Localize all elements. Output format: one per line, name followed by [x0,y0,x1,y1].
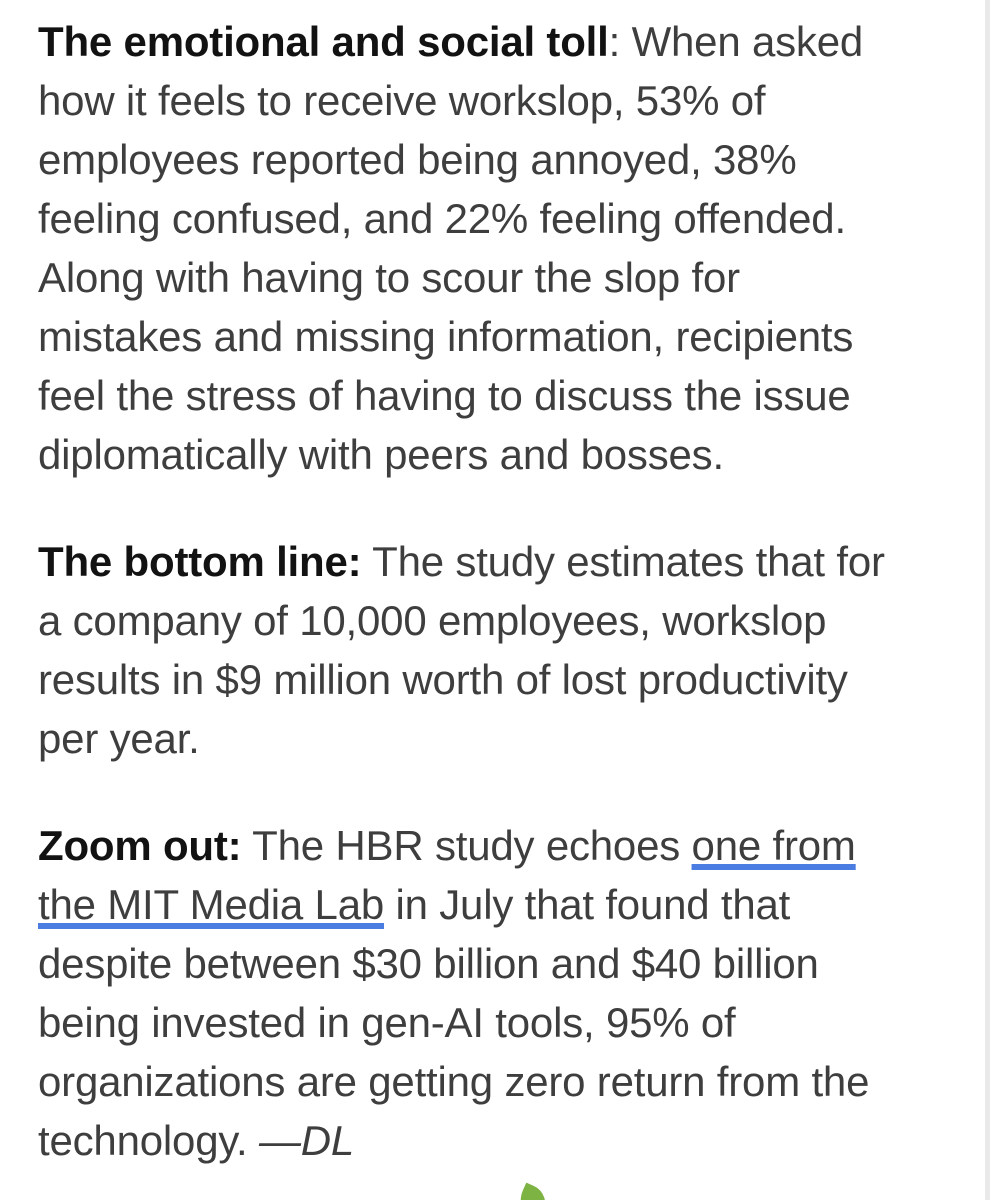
leaf-icon [514,1183,552,1200]
text-segment: The study estimates that for [361,538,885,585]
text-segment: organizations are getting zero return from the [38,1058,870,1105]
text-line [38,650,962,709]
text-segment: results in $9 million worth of lost productivity [38,656,848,703]
text-line [38,816,962,875]
text-segment: a company of 10,000 employees, workslop [38,597,827,644]
text-segment: : When asked [608,18,864,65]
text-line [38,425,962,484]
article-body [38,12,962,1170]
text-line [38,875,962,934]
mit-media-lab-link[interactable]: one from [691,822,856,869]
text-segment: employees reported being annoyed, 38% [38,136,797,183]
lead-in-text: Zoom out: [38,822,242,869]
text-line [38,1052,962,1111]
text-segment: despite between $30 billion and $40 billion [38,940,819,987]
text-line [38,248,962,307]
text-line [38,71,962,130]
lead-in-text: The bottom line: [38,538,362,585]
text-segment: mistakes and missing information, recipients [38,313,854,360]
paragraph [38,12,962,484]
text-line [38,591,962,650]
lead-in-text: The emotional and social toll [38,18,609,65]
text-segment: in July that found that [384,881,791,928]
paragraph [38,532,962,768]
text-segment: diplomatically with peers and bosses. [38,431,724,478]
text-line [38,12,962,71]
text-segment: —DL [258,1117,355,1164]
text-line [38,934,962,993]
text-segment: Along with having to scour the slop for [38,254,740,301]
text-line [38,189,962,248]
text-line [38,366,962,425]
text-line [38,1111,962,1170]
text-segment: being invested in gen-AI tools, 95% of [38,999,736,1046]
mit-media-lab-link[interactable]: the MIT Media Lab [38,881,385,928]
text-segment: how it feels to receive workslop, 53% of [38,77,766,124]
text-line [38,532,962,591]
text-segment: technology. [38,1117,259,1164]
text-line [38,709,962,768]
text-line [38,993,962,1052]
page-edge-line [985,0,990,1200]
text-line [38,307,962,366]
text-segment: feel the stress of having to discuss the issue [38,372,851,419]
paragraph [38,816,962,1170]
text-segment: feeling confused, and 22% feeling offended. [38,195,846,242]
text-segment: The HBR study echoes [241,822,692,869]
text-line [38,130,962,189]
text-segment: per year. [38,715,200,762]
